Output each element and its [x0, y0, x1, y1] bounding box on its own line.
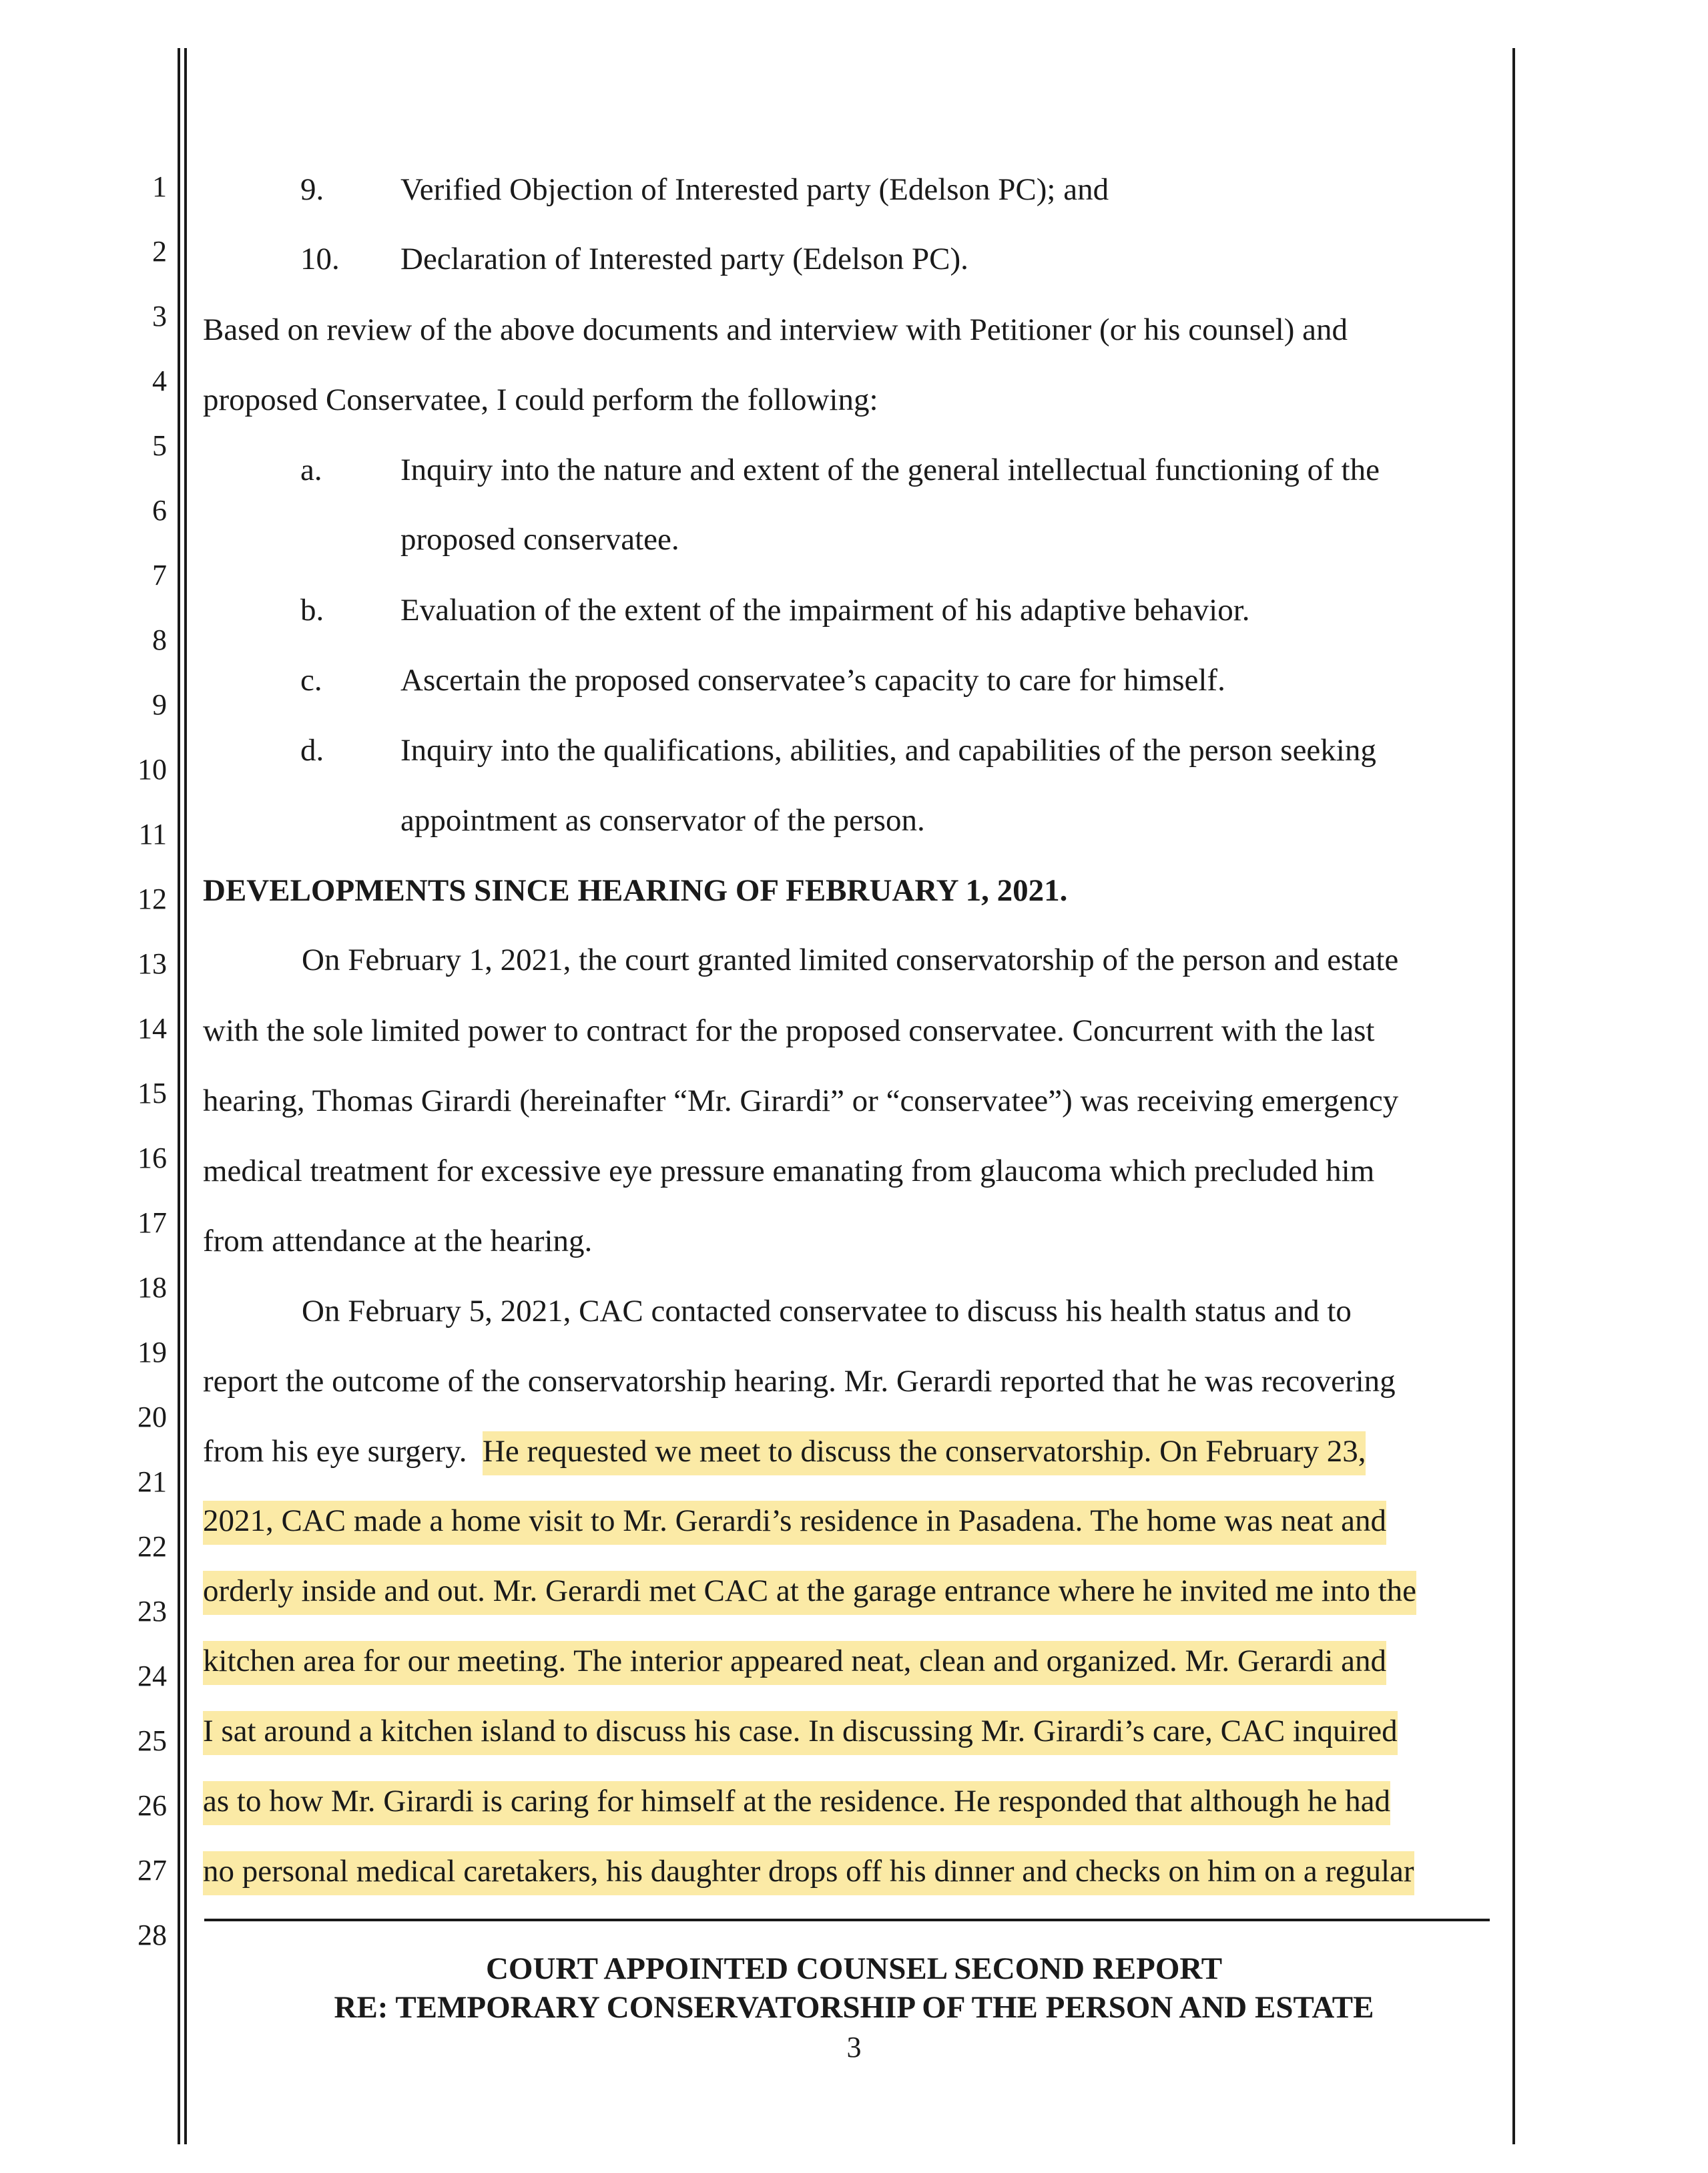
- list-item-text: Ascertain the proposed conservatee’s capacity to care for himself.: [400, 663, 1225, 698]
- highlighted-line: [203, 1646, 1386, 1677]
- list-marker: 10.: [300, 242, 340, 276]
- left-margin-rule-outer: [178, 48, 180, 2144]
- list-item-text: Inquiry into the nature and extent of the general intellectual functioning of the: [400, 453, 1380, 487]
- section-heading: DEVELOPMENTS SINCE HEARING OF FEBRUARY 1, 2021.: [203, 873, 1068, 908]
- line-number: 8: [152, 624, 167, 656]
- highlighted-text: no personal medical caretakers, his daughter drops off his dinner and checks on him on a regular: [203, 1851, 1414, 1895]
- footer-subtitle: RE: TEMPORARY CONSERVATORSHIP OF THE PERSON AND ESTATE: [334, 1990, 1374, 2025]
- line-number: 17: [137, 1206, 167, 1239]
- list-item-text: Inquiry into the qualifications, abilities, and capabilities of the person seeking: [400, 733, 1376, 768]
- plain-text: from his eye surgery.: [203, 1434, 483, 1469]
- body-text-line: from attendance at the hearing.: [203, 1224, 593, 1258]
- highlighted-text: as to how Mr. Girardi is caring for himself at the residence. He responded that although he had: [203, 1781, 1390, 1825]
- list-marker: a.: [300, 453, 322, 487]
- list-marker: c.: [300, 663, 322, 698]
- line-number: 21: [137, 1465, 167, 1498]
- list-item-text: Verified Objection of Interested party (Edelson PC); and: [400, 172, 1109, 207]
- list-item-text: Evaluation of the extent of the impairment of his adaptive behavior.: [400, 593, 1250, 628]
- body-text-line: medical treatment for excessive eye pressure emanating from glaucoma which precluded him: [203, 1154, 1375, 1188]
- line-number: 16: [137, 1142, 167, 1174]
- highlighted-text: 2021, CAC made a home visit to Mr. Gerardi’s residence in Pasadena. The home was neat and: [203, 1501, 1386, 1545]
- line-number: 11: [138, 818, 167, 851]
- line-number: 7: [152, 559, 167, 591]
- body-text-line: On February 5, 2021, CAC contacted conservatee to discuss his health status and to: [302, 1294, 1352, 1329]
- line-number: 22: [137, 1530, 167, 1563]
- highlighted-text: kitchen area for our meeting. The interior appeared neat, clean and organized. Mr. Gerardi and: [203, 1641, 1386, 1685]
- highlighted-line: [203, 1505, 1386, 1537]
- body-text-line: Based on review of the above documents and interview with Petitioner (or his counsel) and: [203, 312, 1348, 347]
- body-text-line: proposed Conservatee, I could perform the following:: [203, 383, 878, 417]
- body-text-line: [203, 1436, 1366, 1467]
- line-number: 28: [137, 1919, 167, 1951]
- line-number: 2: [152, 235, 167, 268]
- line-number: 6: [152, 494, 167, 527]
- highlighted-text: orderly inside and out. Mr. Gerardi met CAC at the garage entrance where he invited me into the: [203, 1571, 1416, 1615]
- line-number: 1: [152, 170, 167, 203]
- highlighted-line: [203, 1576, 1416, 1607]
- line-number: 13: [137, 947, 167, 980]
- line-number: 27: [137, 1854, 167, 1887]
- line-number: 5: [152, 429, 167, 462]
- line-number: 3: [152, 300, 167, 332]
- line-number: 12: [137, 883, 167, 915]
- list-item-text: appointment as conservator of the person.: [400, 803, 925, 838]
- page-number: 3: [846, 2031, 862, 2064]
- highlighted-line: [203, 1786, 1390, 1817]
- list-marker: 9.: [300, 172, 324, 207]
- line-number: 24: [137, 1660, 167, 1692]
- line-number: 14: [137, 1012, 167, 1045]
- line-number: 19: [137, 1336, 167, 1369]
- line-number: 4: [152, 365, 167, 397]
- right-margin-rule: [1512, 48, 1515, 2144]
- line-number: 20: [137, 1401, 167, 1433]
- line-number: 15: [137, 1077, 167, 1110]
- list-item-text: proposed conservatee.: [400, 522, 679, 557]
- body-text-line: hearing, Thomas Girardi (hereinafter “Mr. Girardi” or “conservatee”) was receiving emergency: [203, 1083, 1399, 1118]
- line-number: 9: [152, 688, 167, 721]
- body-text-line: On February 1, 2021, the court granted limited conservatorship of the person and estate: [302, 943, 1399, 977]
- line-number: 26: [137, 1789, 167, 1822]
- line-number: 23: [137, 1595, 167, 1628]
- list-marker: d.: [300, 733, 324, 768]
- highlighted-line: [203, 1856, 1414, 1887]
- body-text-line: with the sole limited power to contract for the proposed conservatee. Concurrent with the last: [203, 1013, 1375, 1048]
- line-number: 25: [137, 1724, 167, 1757]
- highlighted-text: I sat around a kitchen island to discuss his case. In discussing Mr. Girardi’s care, CAC inquired: [203, 1711, 1398, 1755]
- left-margin-rule-inner: [184, 48, 187, 2144]
- line-number: 18: [137, 1271, 167, 1304]
- body-text-line: report the outcome of the conservatorship hearing. Mr. Gerardi reported that he was recovering: [203, 1364, 1396, 1399]
- line-number: 10: [137, 753, 167, 786]
- highlighted-text: He requested we meet to discuss the conservatorship. On February 23,: [483, 1431, 1366, 1475]
- footer-divider: [204, 1919, 1490, 1921]
- footer-title: COURT APPOINTED COUNSEL SECOND REPORT: [485, 1951, 1223, 1986]
- highlighted-line: [203, 1716, 1398, 1747]
- list-item-text: Declaration of Interested party (Edelson PC).: [400, 242, 968, 276]
- list-marker: b.: [300, 593, 324, 628]
